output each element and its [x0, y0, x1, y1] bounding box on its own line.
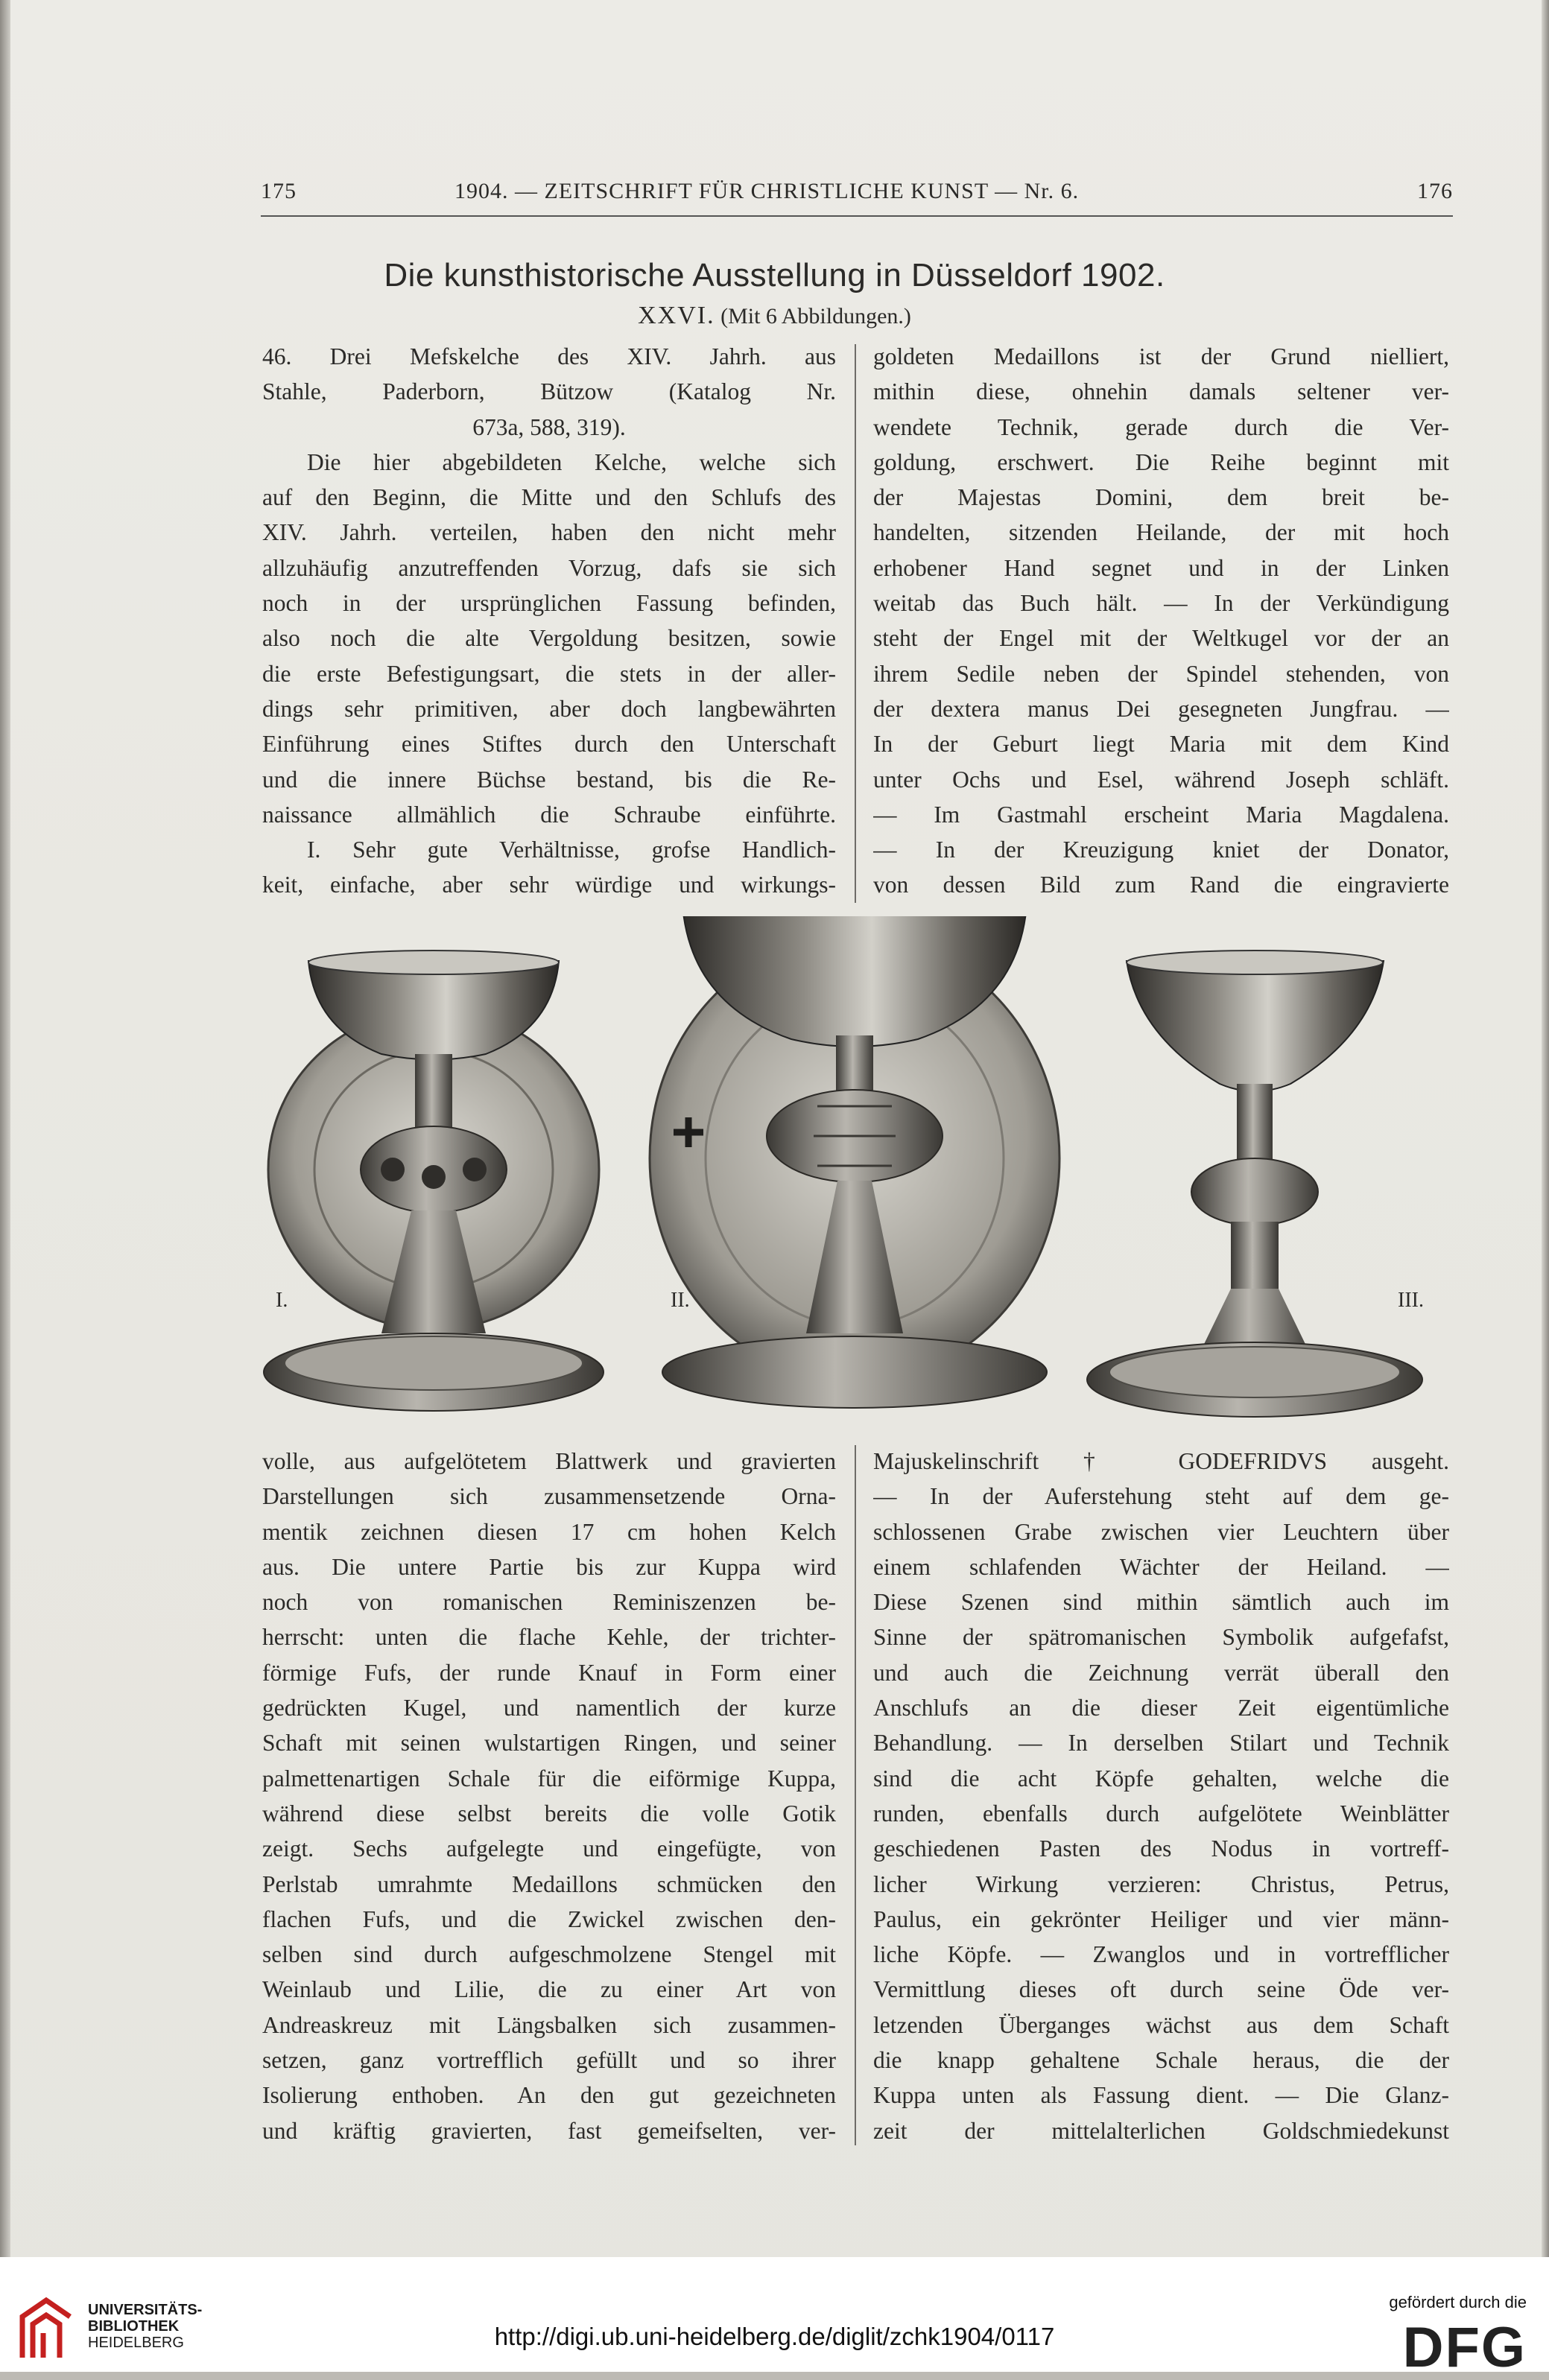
column-top-right — [873, 339, 1449, 903]
article-number: XXVI. — [638, 302, 715, 329]
text-line: — In der Auferstehung steht auf dem ge- — [873, 1483, 1449, 1510]
text-line: der dextera manus Dei gesegneten Jungfrau. — — [873, 695, 1449, 722]
page-edge-right — [1542, 0, 1549, 2257]
text-line: selben sind durch aufgeschmolzene Stengel mit — [262, 1941, 836, 1968]
chalice-one — [264, 951, 604, 1411]
chalice-three — [1087, 951, 1422, 1417]
library-name-line: HEIDELBERG — [88, 2335, 184, 2351]
text-line: Vermittlung dieses oft durch seine Öde ver- — [873, 1976, 1449, 2003]
text-line: XIV. Jahrh. verteilen, haben den nicht mehr — [262, 519, 836, 546]
text-line: mithin diese, ohnehin damals seltener ver- — [873, 378, 1449, 405]
text-line: Die hier abgebildeten Kelche, welche sich — [307, 448, 836, 475]
text-line: schlossenen Grabe zwischen vier Leuchtern über — [873, 1518, 1449, 1545]
text-line: dings sehr primitiven, aber doch langbewährten — [262, 695, 836, 722]
text-line: wendete Technik, gerade durch die Ver- — [873, 413, 1449, 440]
text-line: noch in der ursprünglichen Fassung befinden, — [262, 590, 836, 617]
chalices-figure — [262, 916, 1454, 1423]
text-line: Behandlung. — In derselben Stilart und Technik — [873, 1730, 1449, 1757]
text-line: Perlstab umrahmte Medaillons schmücken den — [262, 1870, 836, 1897]
text-line: unter Ochs und Esel, während Joseph schläft. — [873, 766, 1449, 793]
page-edge-left — [0, 0, 10, 2257]
column-top-left — [262, 339, 836, 903]
article-subtitle — [0, 302, 1549, 330]
library-name-line: BIBLIOTHEK — [88, 2318, 180, 2335]
text-line: und die innere Büchse bestand, bis die Re- — [262, 766, 836, 793]
text-line: goldung, erschwert. Die Reihe beginnt mit — [873, 448, 1449, 475]
dfg-logo: DFG — [1402, 2316, 1527, 2379]
page-number-left: 175 — [261, 179, 297, 203]
text-line: Majuskelinschrift † GODEFRIDVS ausgeht. — [873, 1448, 1449, 1474]
text-line: keit, einfache, aber sehr würdige und wirkungs- — [262, 872, 836, 898]
text-line: Einführung eines Stiftes durch den Unterschaft — [262, 731, 836, 758]
text-line: Andreaskreuz mit Längsbalken sich zusammen- — [262, 2011, 836, 2038]
text-line: Kuppa unten als Fassung dient. — Die Glanz- — [873, 2082, 1449, 2109]
digitization-footer — [0, 2257, 1549, 2379]
text-line: von dessen Bild zum Rand die eingravierte — [873, 872, 1449, 898]
column-divider-top — [855, 344, 856, 903]
text-line: herrscht: unten die flache Kehle, der trichter- — [262, 1624, 836, 1651]
text-line: gedrückten Kugel, und namentlich der kurze — [262, 1695, 836, 1721]
text-line: runden, ebenfalls durch aufgelötete Weinblätter — [873, 1800, 1449, 1827]
figure-label-one: I. — [276, 1289, 288, 1312]
text-line: steht der Engel mit der Weltkugel vor der an — [873, 625, 1449, 652]
text-line: Schaft mit seinen wulstartigen Ringen, und seiner — [262, 1730, 836, 1757]
text-line: noch von romanischen Reminiszenzen be- — [262, 1589, 836, 1616]
header-rule — [261, 215, 1453, 217]
library-name-line: UNIVERSITÄTS- — [88, 2302, 203, 2318]
text-line: goldeten Medaillons ist der Grund nielliert, — [873, 343, 1449, 369]
text-line: Isolierung enthoben. An den gut gezeichneten — [262, 2082, 836, 2109]
text-line: und auch die Zeichnung verrät überall den — [873, 1659, 1449, 1686]
text-line: während diese selbst bereits die volle Gotik — [262, 1800, 836, 1827]
text-line: also noch die alte Vergoldung besitzen, sowie — [262, 625, 836, 652]
text-line: erhobener Hand segnet und in der Linken — [873, 554, 1449, 581]
chalices-illustration — [262, 916, 1454, 1423]
source-url-link[interactable]: http://digi.ub.uni-heidelberg.de/diglit/zchk1904/0117 — [494, 2323, 1055, 2350]
text-line: 46. Drei Mefskelche des XIV. Jahrh. aus — [262, 343, 836, 369]
text-line: — In der Kreuzigung kniet der Donator, — [873, 837, 1449, 863]
text-line: licher Wirkung verzieren: Christus, Petrus, — [873, 1870, 1449, 1897]
text-line: zeit der mittelalterlichen Goldschmiedekunst — [873, 2117, 1449, 2144]
text-line: handelten, sitzenden Heilande, der mit hoch — [873, 519, 1449, 546]
text-line: die knapp gehaltene Schale heraus, die der — [873, 2047, 1449, 2074]
text-line: Stahle, Paderborn, Bützow (Katalog Nr. — [262, 378, 836, 405]
text-line: Paulus, ein gekrönter Heiliger und vier männ- — [873, 1905, 1449, 1932]
column-bottom-right — [873, 1444, 1449, 2148]
text-line: 673a, 588, 319). — [472, 413, 626, 440]
text-line: einem schlafenden Wächter der Heiland. — — [873, 1553, 1449, 1580]
text-line: volle, aus aufgelötetem Blattwerk und gravierten — [262, 1448, 836, 1474]
chalice-two — [650, 916, 1059, 1408]
text-line: Weinlaub und Lilie, die zu einer Art von — [262, 1976, 836, 2003]
text-line: mentik zeichnen diesen 17 cm hohen Kelch — [262, 1518, 836, 1545]
text-line: In der Geburt liegt Maria mit dem Kind — [873, 731, 1449, 758]
text-line: liche Köpfe. — Zwanglos und in vortrefflicher — [873, 1941, 1449, 1968]
text-line: sind die acht Köpfe gehalten, welche die — [873, 1765, 1449, 1792]
text-line: zeigt. Sechs aufgelegte und eingefügte, von — [262, 1835, 836, 1862]
text-line: Anschlufs an die dieser Zeit eigentümliche — [873, 1695, 1449, 1721]
text-line: die erste Befestigungsart, die stets in der aller- — [262, 660, 836, 687]
text-line: weitab das Buch hält. — In der Verkündigung — [873, 590, 1449, 617]
page-number-right: 176 — [1417, 179, 1453, 203]
text-line: setzen, ganz vortrefflich gefüllt und so ihrer — [262, 2047, 836, 2074]
illustration-note: (Mit 6 Abbildungen.) — [720, 304, 911, 329]
text-line: Sinne der spätromanischen Symbolik aufgefafst, — [873, 1624, 1449, 1651]
text-line: allzuhäufig anzutreffenden Vorzug, dafs sie sich — [262, 554, 836, 581]
column-divider-bottom — [855, 1445, 856, 2145]
text-line: naissance allmählich die Schraube einführte. — [262, 801, 836, 828]
running-head — [261, 179, 1453, 209]
text-line: aus. Die untere Partie bis zur Kuppa wird — [262, 1553, 836, 1580]
text-line: der Majestas Domini, dem breit be- — [873, 484, 1449, 511]
text-line: förmige Fufs, der runde Knauf in Form einer — [262, 1659, 836, 1686]
text-line: und kräftig gravierten, fast gemeifselten, ver- — [262, 2117, 836, 2144]
figure-label-three: III. — [1398, 1289, 1424, 1312]
text-line: ihrem Sedile neben der Spindel stehenden, von — [873, 660, 1449, 687]
article-title: Die kunsthistorische Ausstellung in Düsseldorf 1902. — [384, 257, 1165, 293]
column-bottom-left — [262, 1444, 836, 2148]
text-line: Darstellungen sich zusammensetzende Orna- — [262, 1483, 836, 1510]
journal-header: 1904. — ZEITSCHRIFT FÜR CHRISTLICHE KUNST — Nr. 6. — [454, 179, 1080, 203]
text-line: palmettenartigen Schale für die eiförmige Kuppa, — [262, 1765, 836, 1792]
text-line: Diese Szenen sind mithin sämtlich auch im — [873, 1589, 1449, 1616]
text-line: geschiedenen Pasten des Nodus in vortreff- — [873, 1835, 1449, 1862]
text-line: I. Sehr gute Verhältnisse, grofse Handlich- — [307, 837, 836, 863]
figure-label-two: II. — [671, 1289, 690, 1312]
text-line: flachen Fufs, und die Zwickel zwischen den- — [262, 1905, 836, 1932]
text-line: auf den Beginn, die Mitte und den Schlufs des — [262, 484, 836, 511]
text-line: — Im Gastmahl erscheint Maria Magdalena. — [873, 801, 1449, 828]
text-line: letzenden Überganges wächst aus dem Schaft — [873, 2011, 1449, 2038]
funding-note: gefördert durch die — [1389, 2293, 1527, 2311]
